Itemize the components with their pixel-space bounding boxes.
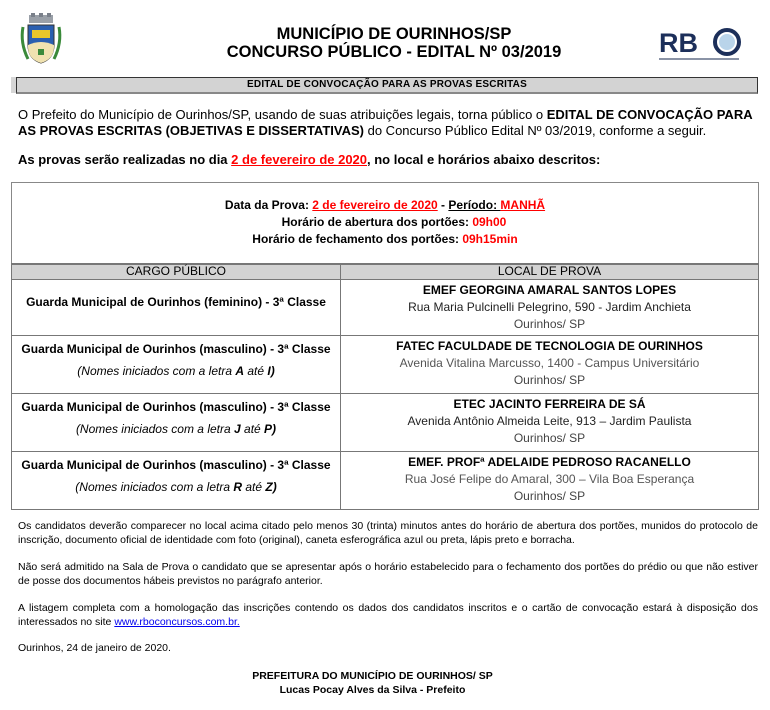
note-to-letter: I) xyxy=(267,363,275,378)
svg-text:RB: RB xyxy=(659,28,698,58)
table-row xyxy=(12,335,759,393)
local-city: Ourinhos/ SP xyxy=(513,430,586,445)
separator: - xyxy=(437,198,449,212)
listing-paragraph xyxy=(18,602,758,629)
local-name: EMEF. PROFª ADELAIDE PEDROSO RACANELLO xyxy=(408,454,691,469)
note-from-letter: A xyxy=(235,363,245,378)
cargo-title: Guarda Municipal de Ourinhos (feminino) - 3ª Classe xyxy=(26,294,326,309)
local-address: Avenida Vitalina Marcusso, 1400 - Campus Universitário xyxy=(399,355,700,370)
cargo-title: Guarda Municipal de Ourinhos (masculino) - 3ª Classe xyxy=(21,399,331,414)
cargo-title: Guarda Municipal de Ourinhos (masculino) - 3ª Classe xyxy=(21,457,331,472)
signature-block xyxy=(0,669,770,697)
closing-time-row xyxy=(12,231,758,248)
period-label: Período: xyxy=(448,198,501,212)
cargo-title: Guarda Municipal de Ourinhos (masculino) - 3ª Classe xyxy=(21,341,331,356)
date-value: 2 de fevereiro de 2020 xyxy=(312,198,438,212)
exam-date-line xyxy=(18,152,600,167)
exam-locations-table xyxy=(11,263,759,510)
local-name: ETEC JACINTO FERREIRA DE SÁ xyxy=(453,396,646,411)
opening-time-row xyxy=(12,214,758,231)
closing-label: Horário de fechamento dos portões: xyxy=(252,232,463,246)
cargo-note xyxy=(12,364,340,378)
local-cell xyxy=(341,451,759,509)
note-to-letter: P) xyxy=(264,421,277,436)
document-title xyxy=(0,25,770,61)
note-prefix: (Nomes iniciados com a letra xyxy=(77,363,236,378)
table-header-row xyxy=(12,264,759,279)
local-name: EMEF GEORGINA AMARAL SANTOS LOPES xyxy=(422,282,677,297)
admission-paragraph: Não será admitido na Sala de Prova o candidato que se apresentar após o horário estabelecido para o fechamento dos portões do prédio ou que não estiver de posse dos documentos hábeis previstos no parágrafo anterior. xyxy=(18,561,758,587)
note-prefix: (Nomes iniciados com a letra xyxy=(75,479,234,494)
cargo-cell xyxy=(12,335,341,393)
note-from-letter: R xyxy=(233,479,243,494)
cargo-note xyxy=(12,422,340,436)
rbo-logo-icon xyxy=(657,25,743,65)
rbo-website-link[interactable]: www.rboconcursos.com.br. xyxy=(114,615,240,628)
date-line-prefix: As provas serão realizadas no dia xyxy=(18,152,232,167)
table-row xyxy=(12,393,759,451)
local-city: Ourinhos/ SP xyxy=(513,316,586,331)
listing-text: A listagem completa com a homologação das inscrições contendo os dados dos candidatos inscritos e o cartão de convocação estará à disposição dos interessados no site xyxy=(18,602,758,628)
note-mid: até xyxy=(242,479,266,494)
column-header-local: LOCAL DE PROVA xyxy=(341,264,759,279)
local-city: Ourinhos/ SP xyxy=(513,372,586,387)
note-mid: até xyxy=(240,421,265,436)
closing-value: 09h15min xyxy=(462,232,518,246)
local-cell xyxy=(341,393,759,451)
cargo-cell xyxy=(12,451,341,509)
column-header-cargo: CARGO PÚBLICO xyxy=(12,264,341,279)
local-address: Rua Maria Pulcinelli Pelegrino, 590 - Jardim Anchieta xyxy=(408,299,691,314)
intro-bold: EDITAL DE CONVOCAÇÃO PARA AS PROVAS ESCRITAS (OBJETIVAS E DISSERTATIVAS) xyxy=(18,107,753,138)
exam-info-box xyxy=(11,182,759,263)
exam-date-highlight: 2 de fevereiro de 2020 xyxy=(231,152,368,167)
signature-institution: PREFEITURA DO MUNICÍPIO DE OURINHOS/ SP xyxy=(252,670,493,682)
local-address: Rua José Felipe do Amaral, 300 – Vila Boa Esperança xyxy=(404,471,695,486)
note-from-letter: J xyxy=(234,421,241,436)
opening-value: 09h00 xyxy=(472,215,507,229)
attendance-paragraph: Os candidatos deverão comparecer no local acima citado pelo menos 30 (trinta) minutos antes do horário de abertura dos portões, munidos do protocolo de inscrição, documento oficial de identidade com foto (original), caneta esferográfica azul ou preta, lápis preto e borracha. xyxy=(18,520,758,546)
local-cell xyxy=(341,335,759,393)
opening-label: Horário de abertura dos portões: xyxy=(281,215,473,229)
section-title: EDITAL DE CONVOCAÇÃO PARA AS PROVAS ESCRITAS xyxy=(16,77,758,94)
local-address: Avenida Antônio Almeida Leite, 913 – Jardim Paulista xyxy=(407,413,692,428)
local-city: Ourinhos/ SP xyxy=(513,488,586,503)
local-name: FATEC FACULDADE DE TECNOLOGIA DE OURINHOS xyxy=(396,338,703,353)
cargo-note xyxy=(12,480,340,494)
date-line-suffix: , no local e horários abaixo descritos: xyxy=(367,152,601,167)
note-prefix: (Nomes iniciados com a letra xyxy=(75,421,234,436)
document-header xyxy=(0,0,770,74)
title-line-2: CONCURSO PÚBLICO - EDITAL Nº 03/2019 xyxy=(226,43,562,61)
cargo-cell xyxy=(12,279,341,335)
exam-date-row xyxy=(12,197,758,214)
table-row xyxy=(12,279,759,335)
intro-paragraph xyxy=(18,107,758,138)
section-title-bar xyxy=(11,77,758,94)
signature-name: Lucas Pocay Alves da Silva - Prefeito xyxy=(279,684,466,696)
table-row xyxy=(12,451,759,509)
intro-text-2: do Concurso Público Edital Nº 03/2019, conforme a seguir. xyxy=(364,122,707,138)
cargo-cell xyxy=(12,393,341,451)
place-and-date: Ourinhos, 24 de janeiro de 2020. xyxy=(18,642,171,654)
local-cell xyxy=(341,279,759,335)
note-to-letter: Z) xyxy=(265,479,277,494)
date-label: Data da Prova: xyxy=(224,198,313,212)
title-line-1: MUNICÍPIO DE OURINHOS/SP xyxy=(276,25,512,43)
period-value: MANHÃ xyxy=(500,198,546,212)
intro-text-1: O Prefeito do Município de Ourinhos/SP, usando de suas atribuições legais, torna público o xyxy=(18,107,547,122)
note-mid: até xyxy=(244,363,268,378)
